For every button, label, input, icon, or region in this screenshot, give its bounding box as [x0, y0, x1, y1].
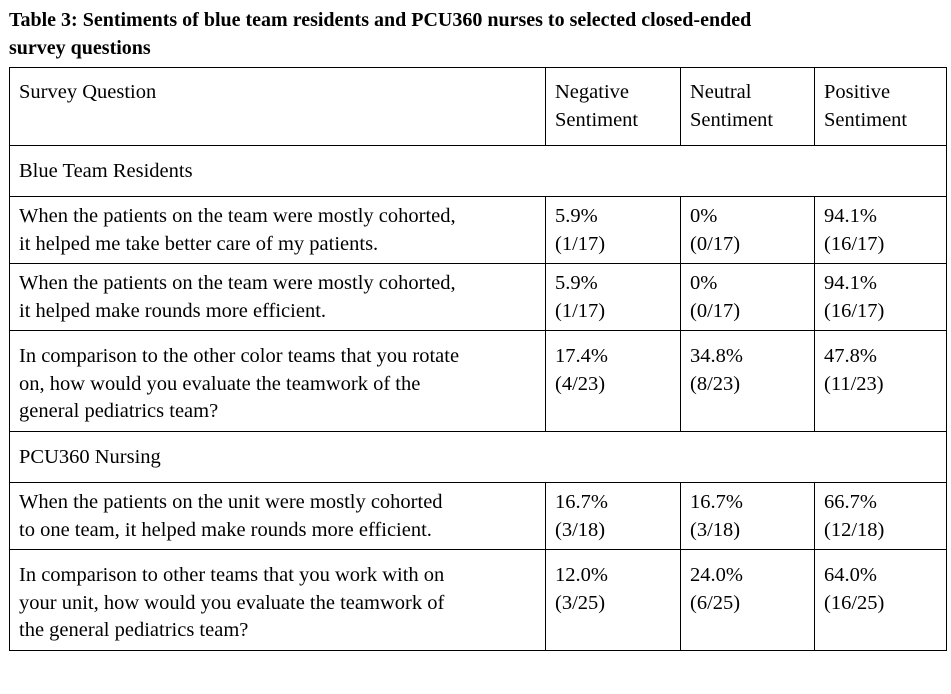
negative-sentiment-cell: 12.0% (3/25) — [546, 550, 681, 651]
header-positive-sentiment: Positive Sentiment — [815, 68, 947, 146]
section-row-pcu360-nursing — [10, 432, 947, 483]
table-caption — [9, 6, 939, 62]
header-survey-question: Survey Question — [10, 68, 546, 146]
neutral-sentiment-cell: 34.8% (8/23) — [681, 331, 815, 432]
negative-sentiment-cell: 16.7% (3/18) — [546, 483, 681, 550]
survey-question-cell: When the patients on the unit were mostly cohorted to one team, it helped make rounds more efficient. — [10, 483, 546, 550]
header-row — [10, 68, 947, 146]
positive-sentiment-cell: 47.8% (11/23) — [815, 331, 947, 432]
survey-question-cell: When the patients on the team were mostly cohorted, it helped me take better care of my patients. — [10, 197, 546, 264]
neutral-sentiment-cell: 24.0% (6/25) — [681, 550, 815, 651]
survey-question-cell: In comparison to other teams that you work with on your unit, how would you evaluate the teamwork of the general pediatrics team? — [10, 550, 546, 651]
table-row — [10, 483, 947, 550]
header-neutral-sentiment: Neutral Sentiment — [681, 68, 815, 146]
survey-question-cell: In comparison to the other color teams that you rotate on, how would you evaluate the teamwork of the general pediatrics team? — [10, 331, 546, 432]
positive-sentiment-cell: 94.1% (16/17) — [815, 264, 947, 331]
positive-sentiment-cell: 64.0% (16/25) — [815, 550, 947, 651]
table-row — [10, 264, 947, 331]
neutral-sentiment-cell: 16.7% (3/18) — [681, 483, 815, 550]
positive-sentiment-cell: 66.7% (12/18) — [815, 483, 947, 550]
section-title: Blue Team Residents — [10, 146, 947, 197]
neutral-sentiment-cell: 0% (0/17) — [681, 264, 815, 331]
table-row — [10, 331, 947, 432]
header-negative-sentiment: Negative Sentiment — [546, 68, 681, 146]
section-row-blue-team-residents — [10, 146, 947, 197]
survey-question-cell: When the patients on the team were mostly cohorted, it helped make rounds more efficient. — [10, 264, 546, 331]
section-title: PCU360 Nursing — [10, 432, 947, 483]
table-row — [10, 197, 947, 264]
table-row — [10, 550, 947, 651]
caption-line-1: Table 3: Sentiments of blue team residents and PCU360 nurses to selected closed-ended — [9, 9, 752, 31]
neutral-sentiment-cell: 0% (0/17) — [681, 197, 815, 264]
caption-line-2: survey questions — [9, 37, 151, 59]
negative-sentiment-cell: 5.9% (1/17) — [546, 197, 681, 264]
sentiment-table — [9, 67, 947, 651]
negative-sentiment-cell: 5.9% (1/17) — [546, 264, 681, 331]
negative-sentiment-cell: 17.4% (4/23) — [546, 331, 681, 432]
positive-sentiment-cell: 94.1% (16/17) — [815, 197, 947, 264]
